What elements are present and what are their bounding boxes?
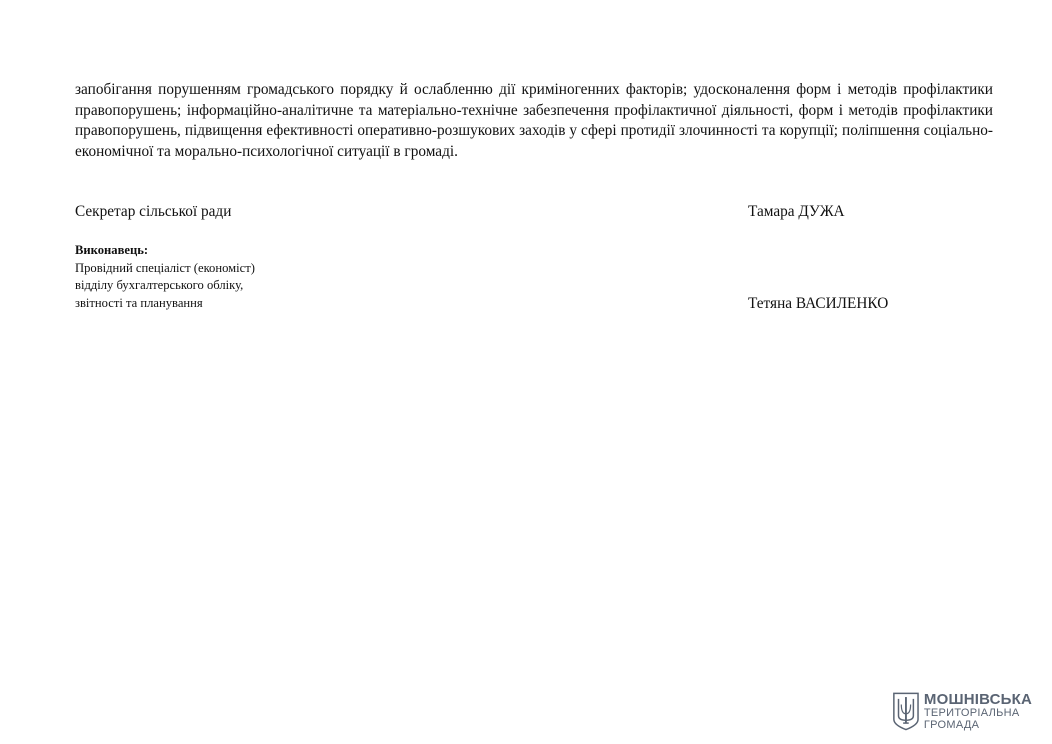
trident-icon xyxy=(892,690,920,732)
executor-role-line-2: відділу бухгалтерського обліку, xyxy=(75,278,244,292)
executor-name: Тетяна ВАСИЛЕНКО xyxy=(748,295,889,312)
logo-line-2: ТЕРИТОРІАЛЬНА xyxy=(923,707,1020,719)
executor-title: Виконавець: xyxy=(75,243,149,257)
signature-position: Секретар сільської ради xyxy=(75,203,232,220)
executor-block xyxy=(75,242,255,312)
body-paragraph: запобігання порушенням громадського порядку й ослабленню дії криміногенних факторів; удосконалення форм і методів профілактики правопорушень; інформаційно-аналітичне та матеріально-технічне забезпечення профілактичної діяльності, форм і методів профілактики правопорушень, підвищення ефективності оперативно-розшукових заходів у сфері протидії злочинності та корупції; поліпшення соціально-економічної та морально-психологічної ситуації в громаді. xyxy=(75,81,993,160)
logo-line-3: ГРОМАДА xyxy=(923,719,980,731)
signature-name: Тамара ДУЖА xyxy=(748,203,845,220)
executor-role-line-3: звітності та планування xyxy=(75,295,203,310)
logo-line-1: МОШНІВСЬКА xyxy=(923,691,1032,708)
executor-role-line-1: Провідний спеціаліст (економіст) xyxy=(75,260,255,275)
community-logo xyxy=(892,690,1032,734)
logo-text xyxy=(924,690,1032,731)
